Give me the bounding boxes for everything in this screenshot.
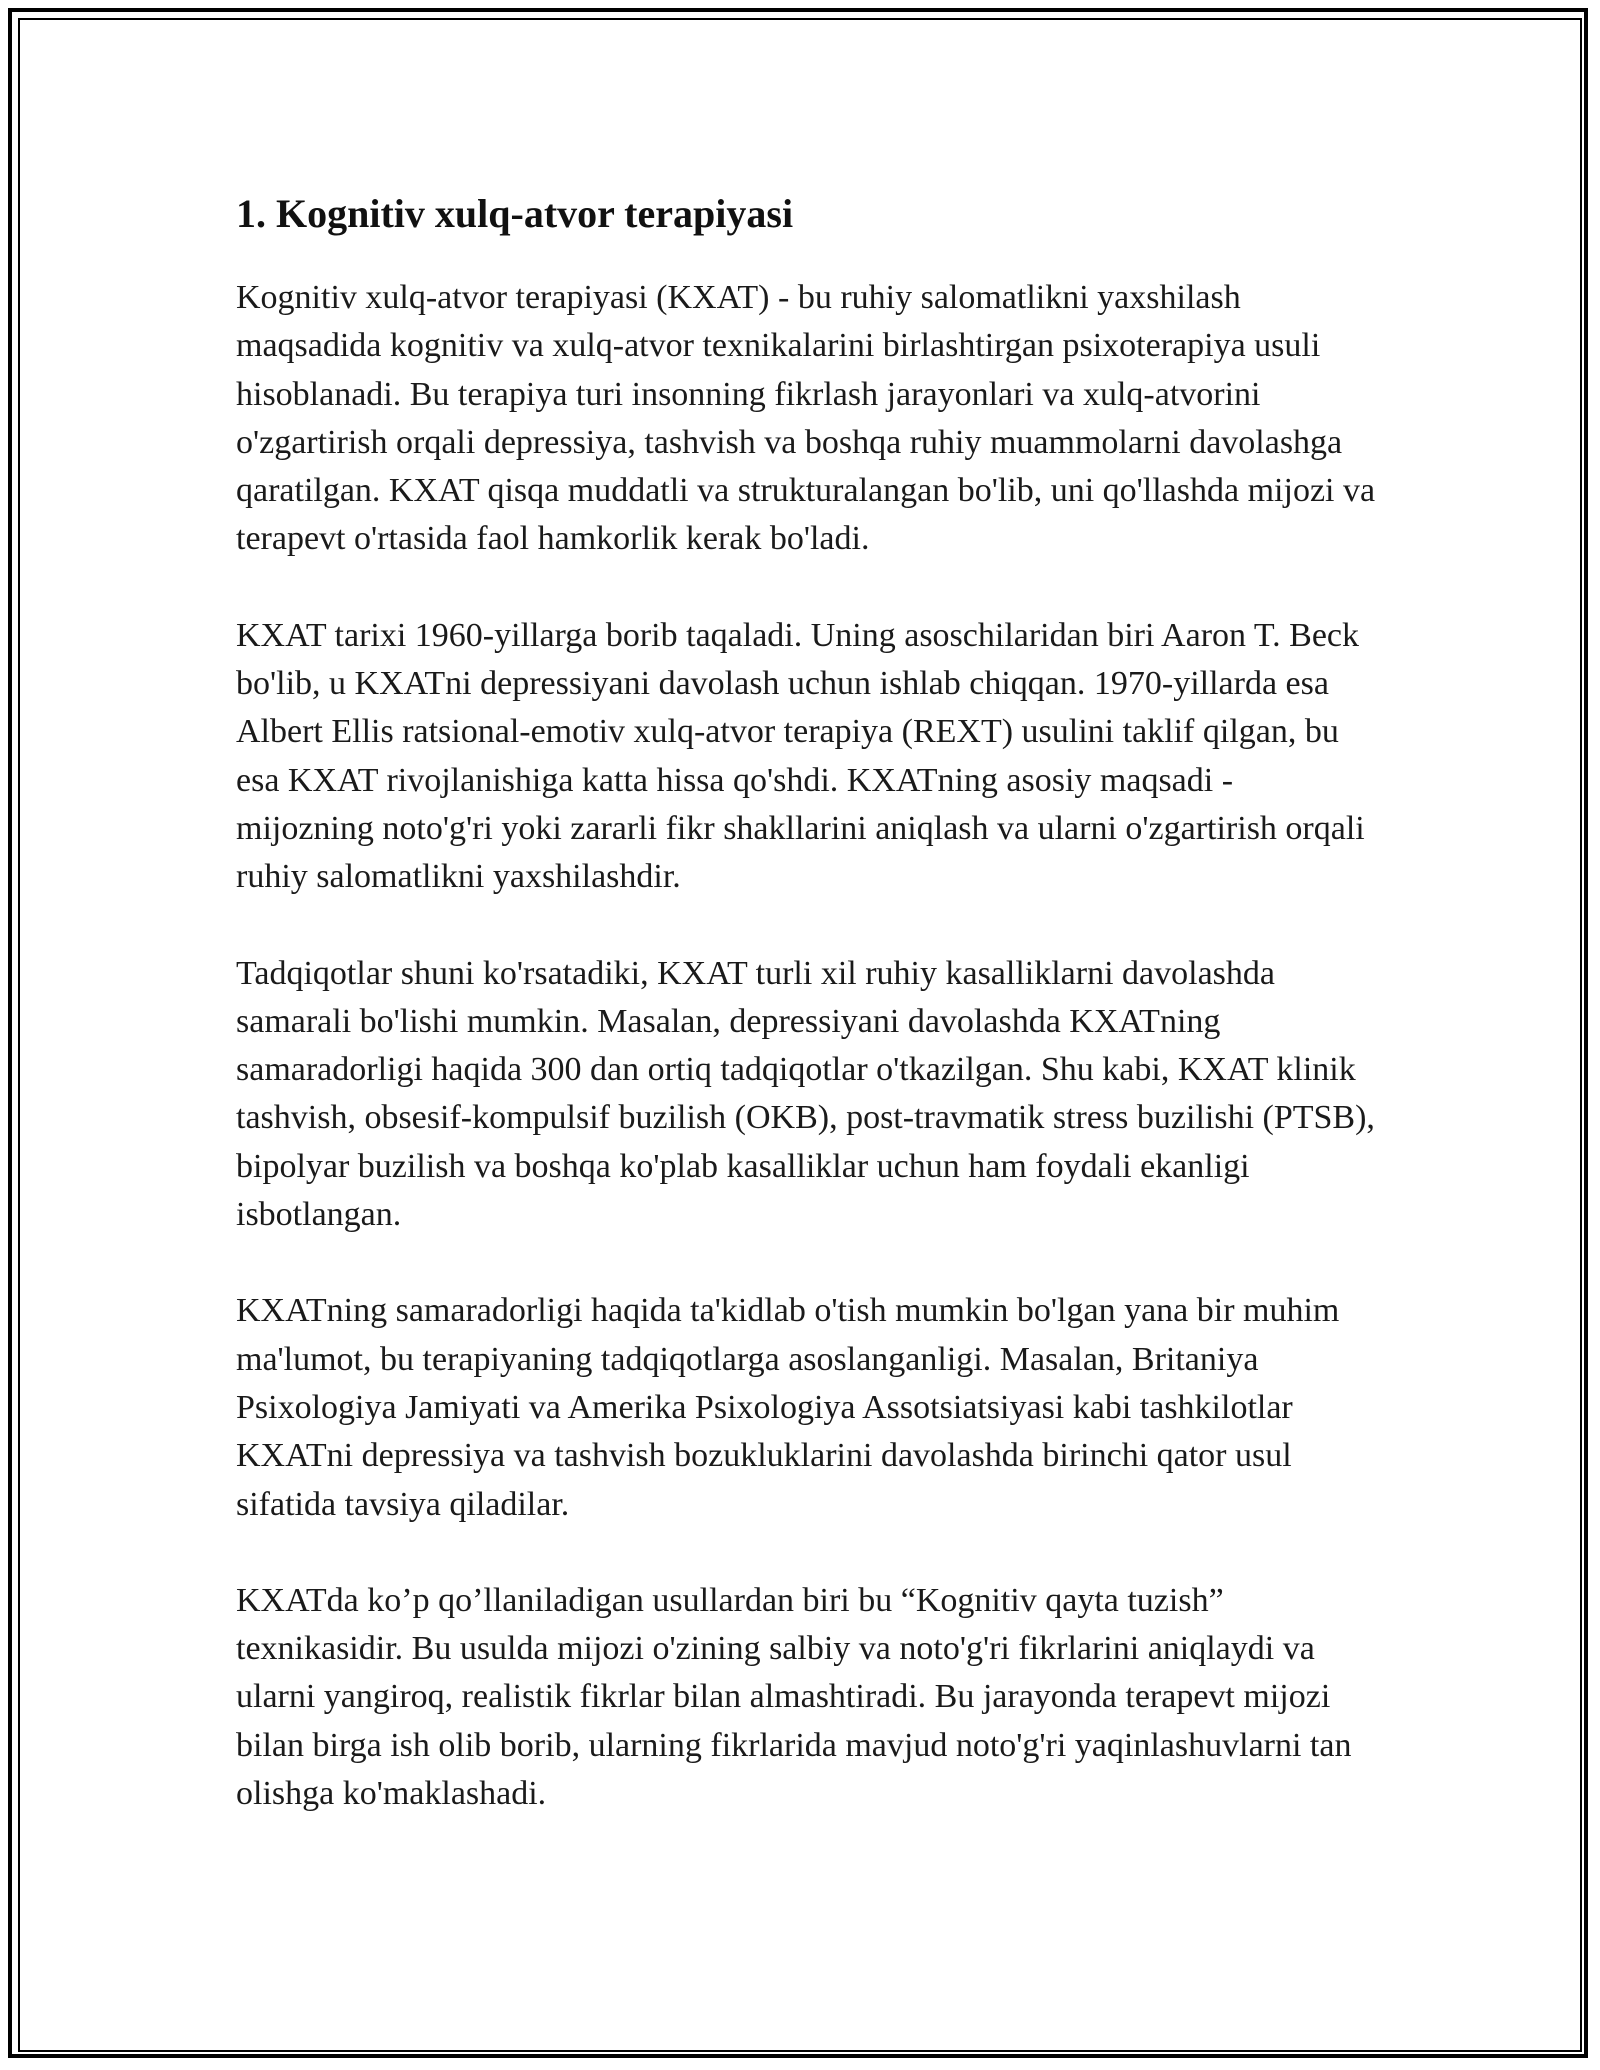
document-body — [236, 186, 1376, 1818]
paragraph-research: Tadqiqotlar shuni ko'rsatadiki, KXAT turli xil ruhiy kasalliklarni davolashda samarali bo'lishi mumkin. Masalan, depressiyani davolashda KXATning samaradorligi haqida 300 dan ortiq tadqiqotlar o'tkazilgan. Shu kabi, KXAT klinik tashvish, obsesif-kompulsif buzilish (OKB), post-travmatik stress buzilishi (PTSB), bipolyar buzilish va boshqa ko'plab kasalliklar uchun ham foydali ekanligi isbotlangan. — [236, 954, 1375, 1234]
paragraph-intro: Kognitiv xulq-atvor terapiyasi (KXAT) - bu ruhiy salomatlikni yaxshilash maqsadida kognitiv va xulq-atvor texnikalarini birlashtirgan psixoterapiya usuli hisoblanadi. Bu terapiya turi insonning fikrlash jarayonlari va xulq-atvorini o'zgartirish orqali depressiya, tashvish va boshqa ruhiy muammolarni davolashga qaratilgan. KXAT qisqa muddatli va strukturalangan bo'lib, uni qo'llashda mijozi va terapevt o'rtasida faol hamkorlik kerak bo'ladi. — [236, 279, 1376, 558]
paragraph-cognitive-restructuring: KXATda ko’p qo’llaniladigan usullardan biri bu “Kognitiv qayta tuzish” texnikasidir. Bu usulda mijozi o'zining salbiy va noto'g'ri fikrlarini aniqlaydi va ularni yangiroq, realistik fikrlar bilan almashtiradi. Bu jarayonda terapevt mijozi bilan birga ish olib borib, ularning fikrlarida mavjud noto'g'ri yaqinlashuvlarni tan olishga ko'maklashadi. — [236, 1581, 1352, 1813]
paragraph-history: KXAT tarixi 1960-yillarga borib taqaladi. Uning asoschilaridan biri Aaron T. Beck bo'lib, u KXATni depressiyani davolash uchun ishlab chiqqan. 1970-yillarda esa Albert Ellis ratsional-emotiv xulq-atvor terapiya (REXT) usulini taklif qilgan, bu esa KXAT rivojlanishiga katta hissa qo'shdi. KXATning asosiy maqsadi - mijozning noto'g'ri yoki zararli fikr shakllarini aniqlash va ularni o'zgartirish orqali ruhiy salomatlikni yaxshilashdir. — [236, 616, 1365, 896]
section-heading: 1. Kognitiv xulq-atvor terapiyasi — [236, 191, 794, 236]
paragraph-effectiveness: KXATning samaradorligi haqida ta'kidlab o'tish mumkin bo'lgan yana bir muhim ma'lumot, bu terapiyaning tadqiqotlarga asoslanganligi. Masalan, Britaniya Psixologiya Jamiyati va Amerika Psixologiya Assotsiatsiyasi kabi tashkilotlar KXATni depressiya va tashvish bozukluklarini davolashda birinchi qator usul sifatida tavsiya qiladilar. — [236, 1292, 1340, 1523]
